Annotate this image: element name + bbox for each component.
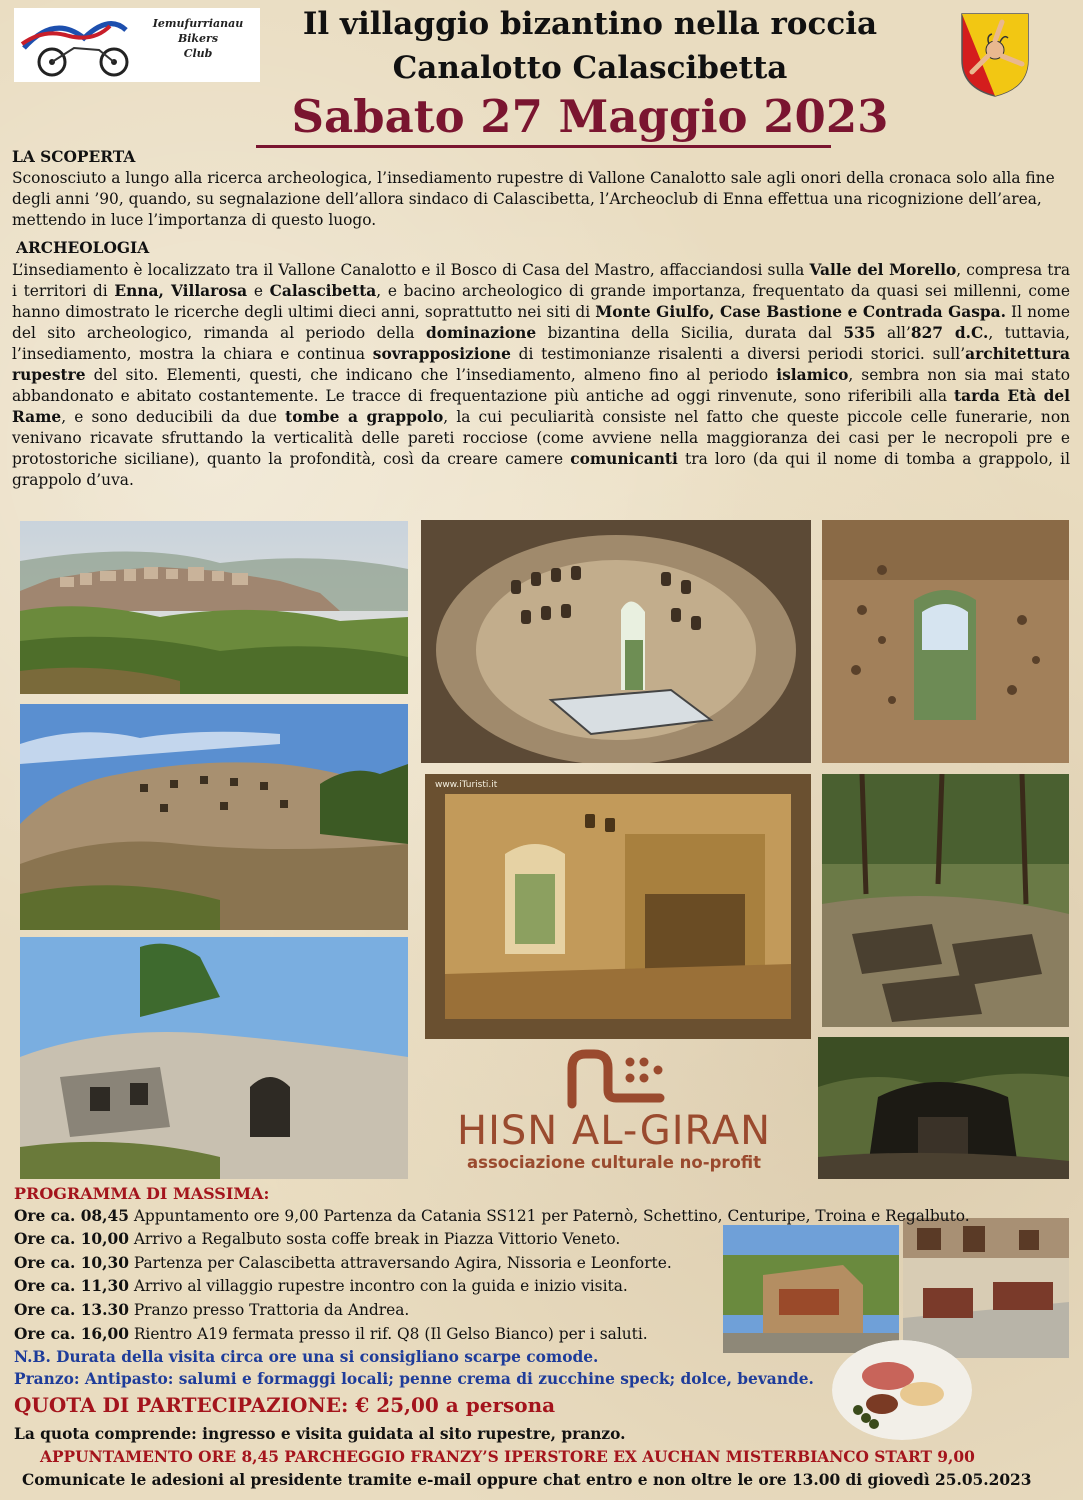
- hisn-logo-mark-icon: [444, 1046, 784, 1110]
- photo-stone-window: [822, 520, 1069, 763]
- title-line1: Il villaggio bizantino nella roccia: [302, 6, 878, 42]
- date-underline: [256, 145, 831, 148]
- program-item: Ore ca. 11,30 Arrivo al villaggio rupestre incontro con la guida e inizio visita.: [14, 1277, 628, 1295]
- section-heading-archeologia: ARCHEOLOGIA: [16, 239, 150, 257]
- program-item: Ore ca. 16,00 Rientro A19 fermata presso il rif. Q8 (Il Gelso Bianco) per i saluti.: [14, 1325, 648, 1343]
- photo-antipasto-plate: [832, 1340, 972, 1440]
- program-item: Ore ca. 13.30 Pranzo presso Trattoria da Andrea.: [14, 1301, 410, 1319]
- sicily-flag-icon: [958, 10, 1032, 98]
- club-name: [136, 16, 260, 61]
- hisn-name: HISN AL-GIRAN: [457, 1108, 771, 1154]
- visit-note: N.B. Durata della visita circa ore una si consigliano scarpe comode.: [14, 1348, 599, 1366]
- title-line2: Canalotto Calascibetta: [392, 50, 788, 86]
- photo-trattoria-interior: [903, 1218, 1069, 1358]
- photo-cave-chamber: [425, 774, 811, 1039]
- archeologia-body: L’insediamento è localizzato tra il Vallone Canalotto e il Bosco di Casa del Mastro, affacciandosi sulla Valle del Morello, compresa tra i territori di Enna, Villarosa e Calascibetta, e bacino archeologico di grande importanza, frequentato da quasi sei millenni, come hanno dimostrato le ricerche degli ultimi dieci anni, soprattutto nei siti di Monte Giulfo, Case Bastione e Contrada Gaspa. Il nome del sito archeologico, rimanda al periodo della dominazione bizantina della Sicilia, durata dal 535 all’827 d.C., tuttavia, l’insediamento, mostra la chiara e continua sovrapposizione di testimonianze risalenti a diversi periodi storici. sull’architettura rupestre del sito. Elementi, questi, che indicano che l’insediamento, almeno fino al periodo islamico, sembra non sia mai stato abbandonato e abitato costantemente. Le tracce di frequentazione più antiche ad oggi rinvenute, sono riferibili alla tarda Età del Rame, e sono deducibili da due tombe a grappolo, la cui peculiarità consiste nel fatto che queste piccole celle funerarie, non venivano ricavate sfruttando la verticalità delle pareti rocciose (come avviene nella maggioranza dei casi per le necropoli pre e protostoriche siciliane), quanto la profondità, così da creare camere comunicanti tra loro (da qui il nome di tomba a grappolo, il grappolo d’uva.: [12, 261, 1071, 489]
- program-item: Ore ca. 08,45 Appuntamento ore 9,00 Partenza da Catania SS121 per Paternò, Schettino, Centuripe, Troina e Regalbuto.: [14, 1207, 970, 1225]
- photo-cave-entrance: [818, 1037, 1069, 1179]
- photo-watermark: www.iTuristi.it: [435, 780, 498, 790]
- program-item: Ore ca. 10,30 Partenza per Calascibetta attraversando Agira, Nissoria e Leonforte.: [14, 1254, 672, 1272]
- photo-trattoria-exterior: [723, 1225, 899, 1353]
- club-name-line2: Bikers: [177, 32, 219, 45]
- event-date: Sabato 27 Maggio 2023: [291, 90, 889, 143]
- participation-fee: QUOTA DI PARTECIPAZIONE: € 25,00 a persona: [14, 1393, 556, 1417]
- program-item: Ore ca. 10,00 Arrivo a Regalbuto sosta coffe break in Piazza Vittorio Veneto.: [14, 1230, 621, 1248]
- photo-rocky-hill: [20, 704, 408, 930]
- rsvp-instructions: Comunicate le adesioni al presidente tramite e-mail oppure chat entro e non oltre le ore 13.00 di giovedì 25.05.2023: [22, 1471, 1032, 1489]
- hisn-al-giran-logo: [444, 1046, 784, 1180]
- meeting-point: APPUNTAMENTO ORE 8,45 PARCHEGGIO FRANZY’S IPERSTORE EX AUCHAN MISTERBIANCO START 9,00: [40, 1448, 975, 1466]
- section-heading-scoperta: LA SCOPERTA: [12, 148, 136, 166]
- fee-includes: La quota comprende: ingresso e visita guidata al sito rupestre, pranzo.: [14, 1425, 626, 1443]
- lunch-menu: Pranzo: Antipasto: salumi e formaggi locali; penne crema di zucchine speck; dolce, bevande.: [14, 1370, 814, 1388]
- photo-calascibetta-town: [20, 521, 408, 694]
- photo-cave-interior: [421, 520, 811, 763]
- programma-heading: PROGRAMMA DI MASSIMA:: [14, 1184, 270, 1203]
- scoperta-body: Sconosciuto a lungo alla ricerca archeologica, l’insediamento rupestre di Vallone Canalotto sale agli onori della cronaca solo alla fine degli anni ’90, quando, su segnalazione dell’allora sindaco di Calascibetta, l’Archeoclub di Enna effettua una ricognizione dell’area, mettendo in luce l’importanza di questo luogo.: [12, 169, 1055, 229]
- club-logo: [14, 8, 260, 82]
- photo-cliff-caves: [20, 937, 408, 1179]
- club-name-line3: Club: [183, 47, 213, 60]
- photo-forest-tombs: [822, 774, 1069, 1027]
- club-name-line1: Iemufurrianau: [152, 17, 244, 30]
- hisn-subtitle: associazione culturale no-profit: [467, 1153, 761, 1172]
